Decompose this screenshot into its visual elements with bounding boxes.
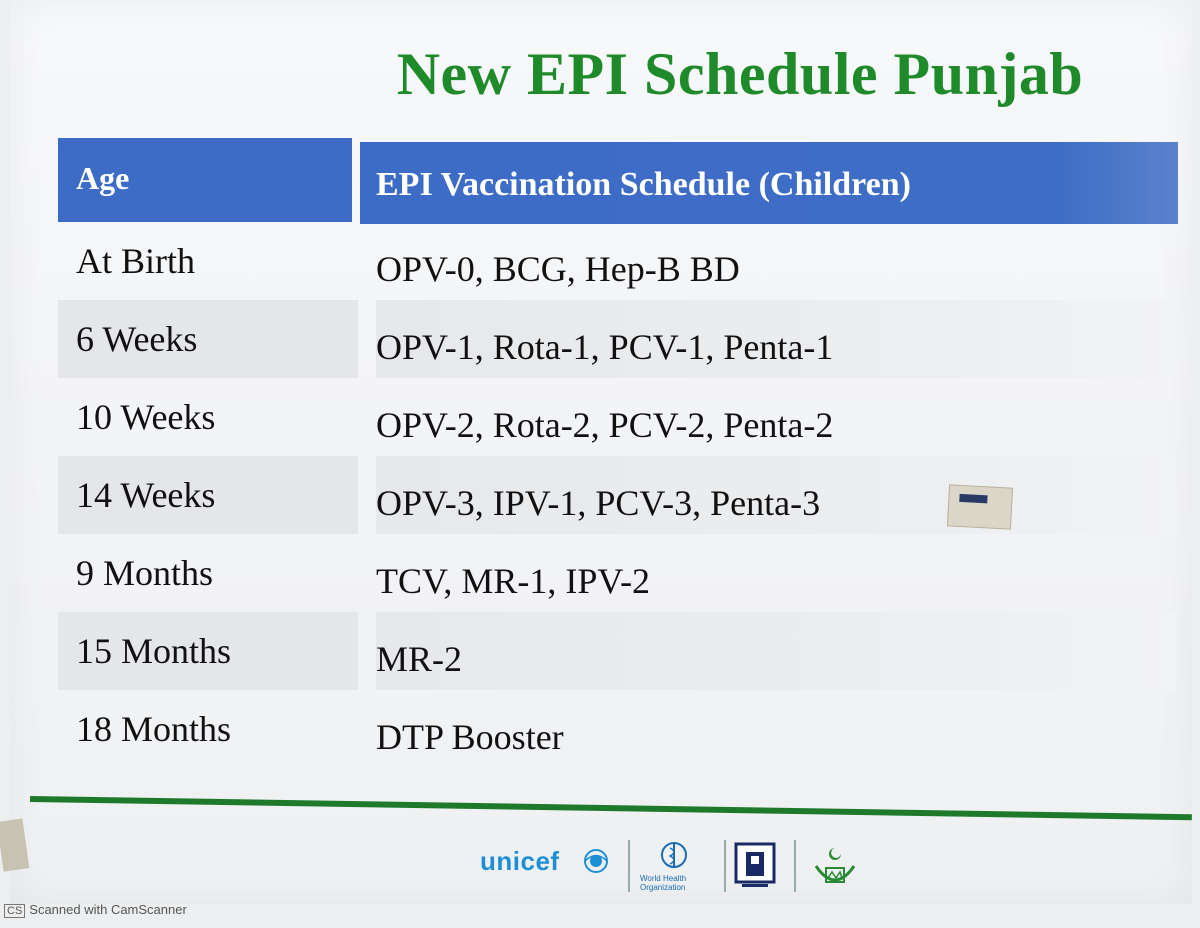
poster	[10, 0, 1192, 904]
footer-divider	[30, 796, 1192, 820]
row-age: At Birth	[76, 241, 196, 281]
row-age: 10 Weeks	[76, 397, 216, 437]
row-age: 18 Months	[76, 709, 232, 749]
row-vaccines: DTP Booster	[376, 717, 564, 757]
table-header	[58, 138, 1178, 222]
header-age: Age	[58, 138, 352, 222]
population-welfare-icon	[732, 840, 778, 890]
row-age: 6 Weeks	[58, 300, 358, 378]
sponsor-logos	[480, 836, 900, 896]
unicef-globe-icon	[582, 848, 610, 879]
row-vaccines: OPV-0, BCG, Hep-B BD	[376, 249, 740, 289]
table-row	[58, 690, 1178, 768]
scanner-watermark	[4, 902, 187, 918]
row-vaccines: OPV-1, Rota-1, PCV-1, Penta-1	[376, 300, 1176, 378]
table-row	[58, 534, 1178, 612]
who-line-2: Organization	[640, 883, 686, 892]
row-age: 15 Months	[58, 612, 358, 690]
header-schedule: EPI Vaccination Schedule (Children)	[360, 142, 1178, 224]
logo-divider	[724, 840, 726, 892]
who-label	[640, 874, 686, 892]
poster-title: New EPI Schedule Punjab	[396, 41, 1084, 107]
row-age: 14 Weeks	[58, 456, 358, 534]
row-vaccines: MR-2	[376, 612, 1176, 690]
logo-divider	[628, 840, 630, 892]
row-vaccines: OPV-3, IPV-1, PCV-3, Penta-3	[376, 456, 1176, 534]
who-logo	[640, 840, 720, 896]
logo-divider	[794, 840, 796, 892]
table-row	[58, 300, 1178, 378]
table-row	[58, 612, 1178, 690]
sticker-label	[947, 484, 1013, 529]
row-age: 9 Months	[76, 553, 214, 593]
scanner-text: Scanned with CamScanner	[29, 902, 187, 917]
table-row	[58, 378, 1178, 456]
camscanner-badge: CS	[4, 904, 25, 918]
punjab-emblem-icon	[810, 844, 860, 897]
who-line-1: World Health	[640, 874, 687, 883]
row-vaccines: OPV-2, Rota-2, PCV-2, Penta-2	[376, 405, 834, 445]
table-row	[58, 222, 1178, 300]
unicef-logo-text: unicef	[480, 846, 560, 876]
row-vaccines: TCV, MR-1, IPV-2	[376, 561, 651, 601]
